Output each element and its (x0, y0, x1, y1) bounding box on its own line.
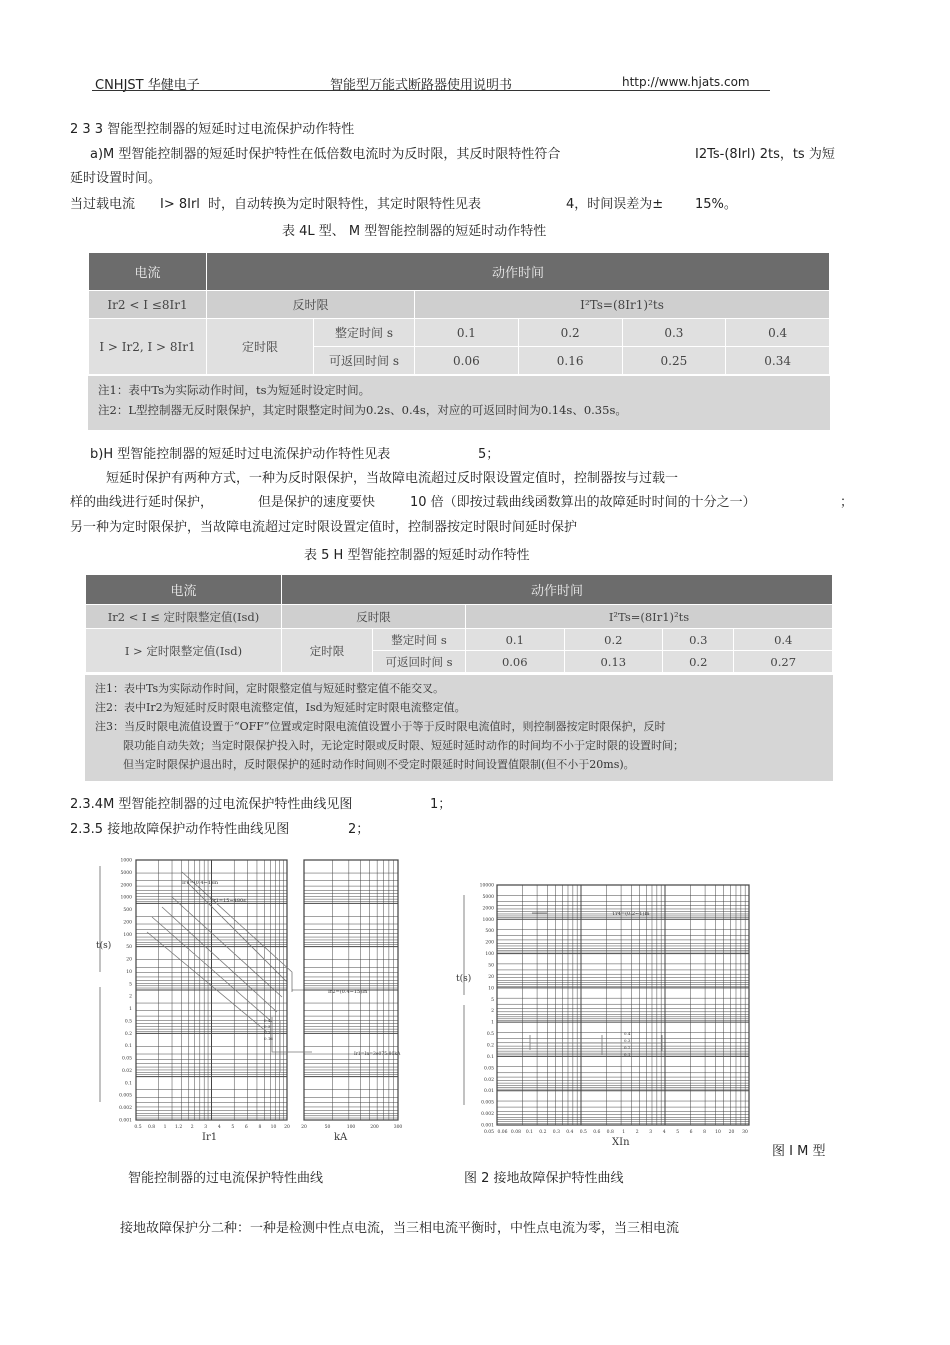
fig1-ytick: 2000 (120, 883, 132, 889)
fig2-ytick: 0.5 (486, 1032, 494, 1038)
fig2-ytick: 1000 (482, 917, 494, 923)
table4-set-value: 0.4 (726, 319, 830, 347)
table4-ret-value: 0.25 (622, 347, 726, 375)
table4-ret-value: 0.34 (726, 347, 830, 375)
fig1-xtick: 6 (244, 1125, 248, 1130)
fig2-ytick: 10000 (479, 883, 494, 889)
header-rule (92, 90, 770, 91)
fig1-ytick: 0.05 (121, 1056, 132, 1062)
table4-r2-current: I > Ir2, I > 8Ir1 (89, 319, 207, 375)
fig2-ytick: 5 (491, 997, 494, 1003)
fig1-ytick: 1000 (120, 895, 132, 901)
table5-r1-type: 反时限 (282, 605, 466, 629)
fig2-xtick: 0.3 (552, 1130, 560, 1135)
fig2-ytick: 0.001 (481, 1123, 494, 1129)
table5-note3b: 限功能自动失效；当定时限保护投入时，无论定时限或反时限、短延时延时动作的时间均不小于定时限的设置时间； (123, 739, 684, 752)
fig1-xtick: 3 (204, 1125, 208, 1130)
fig2-xtick: 20 (728, 1130, 735, 1135)
table5-r1-current: Ir2 < I ≤ 定时限整定值(Isd) (86, 605, 282, 629)
fig1-xtick: 1.2 (175, 1125, 183, 1130)
table4-set-value: 0.2 (518, 319, 622, 347)
table4-set-label: 整定时间 s (314, 319, 415, 347)
para-b-line3b: 但是保护的速度要快 (258, 495, 376, 510)
fig1-ytick: 0.005 (119, 1093, 132, 1099)
header-url[interactable]: http://www.hjats.com (622, 75, 750, 89)
fig2-ytick: 50 (488, 963, 494, 969)
table5-note3a: 注3：当反时限电流值设置于“OFF”位置或定时限电流值设置小于等于反时限电流值时，则控制器按定时限保护，反时 (95, 720, 666, 733)
table-5 (85, 574, 833, 673)
table5-note2: 注2：表中Ir2为短延时反时限电流整定值，Isd为短延时定时限电流整定值。 (95, 701, 466, 714)
para-overload-5: 15%。 (695, 197, 737, 212)
fig2-ytick: 2 (491, 1009, 494, 1015)
table5-header-current: 电流 (86, 575, 282, 605)
table5-set-value: 0.2 (564, 629, 663, 651)
table4-ret-label: 可返回时间 s (314, 347, 415, 375)
table4-r1-current: Ir2 < I ≤8Ir1 (89, 291, 207, 319)
table5-ret-value: 0.2 (663, 651, 734, 673)
fig1-xtick: 2 (190, 1125, 194, 1130)
fig1-ytick: 10 (126, 969, 132, 975)
fig1-annotation-setting: 0.3 (264, 1024, 271, 1029)
fig2-xtick: 8 (703, 1130, 707, 1135)
fig1-xlabel-left: Ir1 (202, 1132, 218, 1143)
fig1-ytick: 0.02 (121, 1068, 132, 1074)
fig1-xtick: 300 (393, 1125, 403, 1130)
table5-r2-type: 定时限 (282, 629, 373, 673)
table4-r1-formula: I²Ts=(8Ir1)²ts (415, 291, 830, 319)
fig1-xtick: 1 (163, 1125, 167, 1130)
fig1-xtick: 100 (346, 1125, 356, 1130)
fig2-xtick: 1 (622, 1130, 626, 1135)
fig1-ytick: 2 (129, 994, 132, 1000)
fig2-ytick: 0.002 (481, 1112, 494, 1118)
table4-ret-value: 0.16 (518, 347, 622, 375)
para-a-line1: a)M 型智能控制器的短延时保护特性在低倍数电流时为反时限，其反时限特性符合 (90, 147, 561, 162)
fig2-xtick: 30 (742, 1130, 748, 1135)
fig1-xtick: 10 (270, 1125, 277, 1130)
para-overload-2: I> 8Irl (160, 197, 200, 212)
table5-set-label: 整定时间 s (373, 629, 466, 651)
table4-r1-type: 反时限 (207, 291, 415, 319)
fig2-xlabel: XIn (612, 1137, 630, 1148)
table5-ret-value: 0.13 (564, 651, 663, 673)
table5-ret-value: 0.27 (734, 651, 833, 673)
fig1-annotation-ir1-ka: Ir1=In=3e075:80kA (354, 1052, 401, 1057)
fig2-xtick: 2 (635, 1130, 639, 1135)
footer-paragraph: 接地故障保护分二种：一种是检测中性点电流，当三相电流平衡时，中性点电流为零，当三相电流 (120, 1221, 680, 1236)
header-company: CNHJST 华健电子 (95, 78, 200, 93)
fig2-curve (530, 1035, 662, 1055)
para-b-line2: 短延时保护有两种方式，一种为反时限保护，当故障电流超过反时限设置定值时，控制器按与过载一 (106, 471, 679, 486)
table4-r2-type: 定时限 (207, 319, 314, 375)
fig1-xtick: 20 (284, 1125, 290, 1130)
figure-2-ground-fault-curve (452, 875, 752, 1150)
fig2-annotation-setting: 0.3 (624, 1038, 631, 1043)
fig2-annotation-setting: 0.4 (624, 1031, 631, 1036)
fig2-caption: 图 2 接地故障保护特性曲线 (464, 1171, 624, 1186)
fig1-annotation-ir2: Ir2=(0.4~15)In (328, 989, 368, 995)
fig1-xtick: 200 (370, 1125, 379, 1130)
fig2-ytick: 0.01 (483, 1089, 494, 1095)
para-b-line1-ref: 5； (478, 447, 500, 462)
para-a-line2: 延时设置时间。 (70, 171, 162, 186)
para-234-line1-ref: 1； (430, 797, 452, 812)
fig1-annotation-tr1: Tr1=15~480s (210, 898, 246, 904)
table4-notes (88, 376, 830, 430)
fig1-xtick: 4 (217, 1125, 221, 1130)
fig2-ytick: 2000 (482, 906, 494, 912)
fig2-xtick: 0.06 (497, 1130, 508, 1135)
fig2-xtick: 0.5 (579, 1130, 587, 1135)
fig1-xtick: 0.8 (147, 1125, 156, 1130)
para-a-formula: I2Ts-(8Irl) 2ts，ts 为短 (695, 147, 835, 162)
header-doc-title: 智能型万能式断路器使用说明书 (330, 78, 513, 93)
fig2-ytick: 0.02 (483, 1077, 494, 1083)
table4-header-time: 动作时间 (207, 253, 830, 291)
fig2-xtick: 0.8 (606, 1130, 614, 1135)
fig1-ytick: 200 (123, 920, 132, 926)
fig1-ylabel: t(s) (96, 941, 112, 951)
table5-ret-value: 0.06 (466, 651, 565, 673)
fig2-xtick: 0.08 (510, 1130, 521, 1135)
fig1-annotation-ir1: Ir1=(0.4~1)In (182, 880, 219, 886)
fig1-ytick: 5 (129, 982, 132, 988)
fig2-xtick: 6 (689, 1130, 693, 1135)
section-233-heading: 2 3 3 智能型控制器的短延时过电流保护动作特性 (70, 122, 355, 137)
table4-note1: 注1：表中Ts为实际动作时间，ts为短延时设定时间。 (98, 383, 371, 397)
fig1-ytick: 50 (126, 945, 132, 951)
fig1-ytick: 1000 (120, 858, 132, 864)
para-235-line: 2.3.5 接地故障保护动作特性曲线见图 (70, 822, 290, 837)
fig2-ytick: 500 (485, 929, 494, 935)
fig2-xtick: 0.2 (539, 1130, 547, 1135)
para-b-line3c: 10 倍（即按过载曲线函数算出的故障延时时间的十分之一） (410, 495, 756, 510)
fig1-ytick: 1 (129, 1007, 132, 1013)
fig1-ytick: 20 (126, 957, 132, 963)
fig1-xtick: 5 (231, 1125, 235, 1130)
fig1-ytick: 0.1 (124, 1081, 132, 1087)
table5-set-value: 0.1 (466, 629, 565, 651)
table4-caption: 表 4L 型、 M 型智能控制器的短延时动作特性 (282, 224, 547, 239)
table5-caption: 表 5 H 型智能控制器的短延时动作特性 (304, 548, 530, 563)
fig2-xtick: 0.05 (483, 1130, 495, 1135)
table5-note1: 注1：表中Ts为实际动作时间，定时限整定值与短延时整定值不能交叉。 (95, 682, 445, 695)
fig2-annotation-tr4: Tr4=(0.2~1)In (612, 911, 650, 917)
figure-1-overcurrent-curve (92, 852, 410, 1147)
table5-notes (85, 675, 833, 781)
fig2-xtick: 10 (715, 1130, 721, 1135)
table4-set-value: 0.1 (415, 319, 519, 347)
fig2-xtick: 0.1 (525, 1130, 534, 1135)
fig2-xtick: 0.6 (593, 1130, 601, 1135)
fig1-caption-left: 智能控制器的过电流保护特性曲线 (128, 1171, 324, 1186)
para-b-line3d: ； (840, 495, 854, 510)
table5-ret-label: 可返回时间 s (373, 651, 466, 673)
fig2-ytick: 10 (488, 986, 494, 992)
fig2-annotation-setting: 0.2 (624, 1045, 631, 1050)
fig1-xtick: 8 (258, 1125, 262, 1130)
para-overload-1: 当过载电流 (70, 197, 136, 212)
para-overload-3: 时，自动转换为定时限特性，其定时限特性见表 (208, 197, 482, 212)
fig2-ytick: 200 (485, 940, 494, 946)
fig2-ytick: 0.05 (483, 1066, 494, 1072)
fig2-xtick: 0.4 (566, 1130, 574, 1135)
table-4 (88, 252, 830, 375)
fig1-ytick: 5000 (120, 870, 132, 876)
table5-set-value: 0.4 (734, 629, 833, 651)
fig2-annotation-setting: 0.1 (624, 1052, 631, 1057)
table5-set-value: 0.3 (663, 629, 734, 651)
fig1-annotation-setting: 0.4 (264, 1018, 271, 1023)
fig2-xtick: 4 (662, 1130, 666, 1135)
para-overload-4: 4，时间误差为± (566, 197, 664, 212)
fig2-ylabel: t(s) (456, 974, 472, 984)
fig2-ytick: 0.1 (486, 1054, 494, 1060)
fig1-ytick: 0.2 (124, 1031, 132, 1037)
fig1-xtick: 50 (324, 1125, 331, 1130)
fig1-annotation-setting: 0.16 (264, 1036, 273, 1041)
table4-ret-value: 0.06 (415, 347, 519, 375)
para-234-line1: 2.3.4M 型智能控制器的过电流保护特性曲线见图 (70, 797, 353, 812)
fig1-caption-right: 图 I M 型 (772, 1144, 826, 1159)
para-b-line1: b)H 型智能控制器的短延时过电流保护动作特性见表 (90, 447, 391, 462)
fig2-ytick: 0.2 (486, 1043, 494, 1049)
para-b-line3a: 样的曲线进行延时保护， (70, 495, 214, 510)
table5-header-time: 动作时间 (282, 575, 833, 605)
fig2-xtick: 3 (649, 1130, 653, 1135)
fig1-xtick: 0.5 (134, 1125, 142, 1130)
table5-r2-current: I > 定时限整定值(Isd) (86, 629, 282, 673)
fig1-ytick: 0.001 (119, 1118, 132, 1124)
fig2-ytick: 100 (485, 952, 494, 958)
table5-note3c: 但当定时限保护退出时，反时限保护的延时动作时间则不受定时限延时时间设置值限制(但不小于20ms)。 (123, 758, 635, 771)
table4-set-value: 0.3 (622, 319, 726, 347)
fig2-ytick: 0.005 (481, 1100, 494, 1106)
table4-note2: 注2：L型控制器无反时限保护，其定时限整定时间为0.2s、0.4s，对应的可返回时间为0.14s、0.35s。 (98, 403, 627, 417)
fig1-ytick: 0.002 (119, 1106, 132, 1112)
fig2-ytick: 5000 (482, 894, 494, 900)
fig1-xtick: 20 (301, 1125, 307, 1130)
fig1-ytick: 500 (123, 908, 132, 914)
para-235-ref: 2； (348, 822, 370, 837)
fig2-ytick: 20 (488, 974, 494, 980)
fig2-xtick: 5 (676, 1130, 680, 1135)
fig2-ytick: 1 (491, 1020, 494, 1026)
fig1-ytick: 0.5 (124, 1019, 132, 1025)
fig1-ytick: 100 (123, 932, 132, 938)
fig1-ytick: 0.1 (124, 1044, 132, 1050)
table5-r1-formula: I²Ts=(8Ir1)²ts (466, 605, 833, 629)
table4-header-current: 电流 (89, 253, 207, 291)
para-b-line4: 另一种为定时限保护，当故障电流超过定时限设置定值时，控制器按定时限时间延时保护 (70, 520, 578, 535)
fig1-annotation-setting: 0.2 (264, 1030, 271, 1035)
fig1-xlabel-right: kA (334, 1132, 348, 1143)
